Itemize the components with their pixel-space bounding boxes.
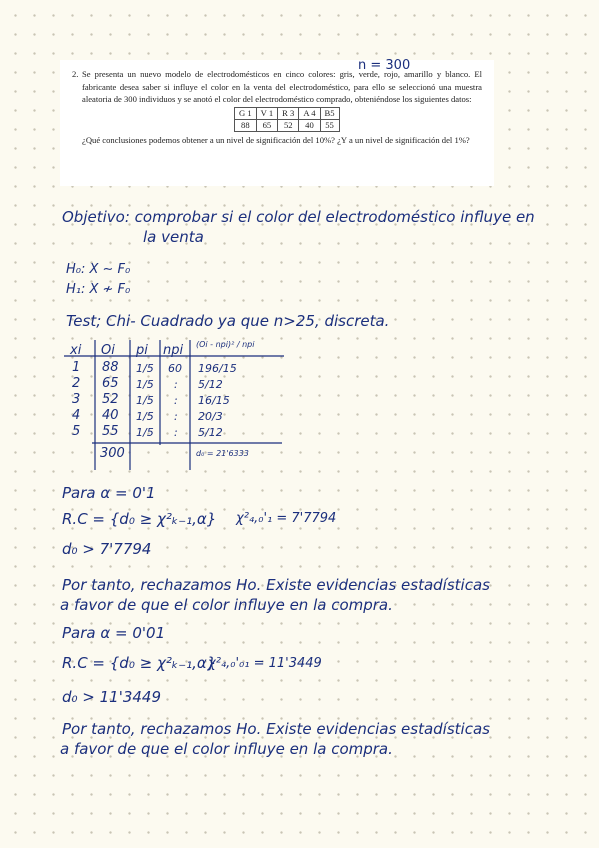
critical-region-10: R.C = {d₀ ≥ χ²ₖ₋₁,α}: [62, 510, 217, 528]
value-cell: 55: [320, 119, 339, 131]
col-header-stat: (Oi - npi)² / npi: [196, 340, 255, 349]
value-cell: 52: [278, 119, 299, 131]
conclusion-1-line-1: Por tanto, rechazamos Ho. Existe evidencias estadísticas: [62, 720, 490, 738]
oi-cell: 88: [102, 360, 119, 375]
pi-cell: 1/5: [136, 394, 154, 407]
header-cell: G 1: [235, 107, 257, 119]
col-header-npi: npi: [163, 343, 184, 358]
npi-cell: :: [174, 410, 178, 423]
header-cell: V 1: [256, 107, 278, 119]
objective-line-2: la venta: [143, 228, 204, 246]
null-hypothesis: H₀: X ∼ F₀: [66, 262, 131, 277]
col-header-oi: Oi: [101, 343, 115, 358]
xi-cell: 2: [72, 376, 81, 391]
objective-line-1: Objetivo: comprobar si el color del electrodoméstico influye en: [62, 208, 535, 226]
stat-cell: 5/12: [198, 426, 223, 439]
header-cell: B5: [320, 107, 339, 119]
npi-cell: :: [174, 378, 178, 391]
problem-question: ¿Qué conclusiones podemos obtener a un nivel de significación del 10%? ¿Y a un nivel de significación del 1%?: [82, 134, 470, 145]
value-cell: 40: [299, 119, 320, 131]
alpha-10-label: Para α = 0'1: [62, 484, 156, 502]
d0-compare-10: d₀ > 7'7794: [62, 540, 152, 558]
problem-statement: Se presenta un nuevo modelo de electrodomésticos en cinco colores: gris, verde, rojo, amarillo y blanco. El fabricante desea saber si influye el color en la venta del electrodoméstico, para ello se seleccionó una muestra aleatoria de 300 individuos y se anotó el color del electrodoméstico comprado, obteniéndose los siguientes datos:: [82, 69, 482, 105]
npi-cell: :: [174, 394, 178, 407]
conclusion-10-line-1: Por tanto, rechazamos Ho. Existe evidencias estadísticas: [62, 576, 490, 594]
chi-critical-1: χ²₄,₀'₀₁ = 11'3449: [208, 656, 322, 671]
test-description: Test; Chi- Cuadrado ya que n>25, discreta.: [66, 312, 390, 330]
conclusion-1-line-2: a favor de que el color influye en la compra.: [60, 740, 393, 758]
header-cell: A 4: [299, 107, 320, 119]
xi-cell: 1: [72, 360, 81, 375]
xi-cell: 5: [72, 424, 81, 439]
oi-total: 300: [100, 446, 125, 461]
value-cell: 88: [235, 119, 257, 131]
value-cell: 65: [256, 119, 278, 131]
conclusion-10-line-2: a favor de que el color influye en la compra.: [60, 596, 393, 614]
stat-cell: 16/15: [198, 394, 230, 407]
pi-cell: 1/5: [136, 378, 154, 391]
stat-cell: 20/3: [198, 410, 223, 423]
oi-cell: 52: [102, 392, 119, 407]
problem-number: 2.: [72, 69, 79, 79]
col-header-pi: pi: [136, 343, 148, 358]
n-total-note: n = 300: [358, 58, 411, 73]
header-cell: R 3: [278, 107, 299, 119]
npi-cell: 60: [168, 362, 182, 375]
oi-cell: 40: [102, 408, 119, 423]
xi-cell: 3: [72, 392, 81, 407]
col-header-xi: xi: [70, 343, 82, 358]
stat-cell: 196/15: [198, 362, 237, 375]
critical-region-1: R.C = {d₀ ≥ χ²ₖ₋₁,α}: [62, 654, 217, 672]
alpha-1-label: Para α = 0'01: [62, 624, 166, 642]
alt-hypothesis: H₁: X ≁ F₀: [66, 282, 131, 297]
pi-cell: 1/5: [136, 426, 154, 439]
xi-cell: 4: [72, 408, 81, 423]
npi-cell: :: [174, 426, 178, 439]
chi-critical-10: χ²₄,₀'₁ = 7'7794: [236, 511, 337, 526]
d0-compare-1: d₀ > 11'3449: [62, 688, 162, 706]
pi-cell: 1/5: [136, 410, 154, 423]
stat-cell: 5/12: [198, 378, 223, 391]
oi-cell: 65: [102, 376, 119, 391]
oi-cell: 55: [102, 424, 119, 439]
d0-value: d₀ = 21'6333: [196, 449, 249, 458]
pi-cell: 1/5: [136, 362, 154, 375]
